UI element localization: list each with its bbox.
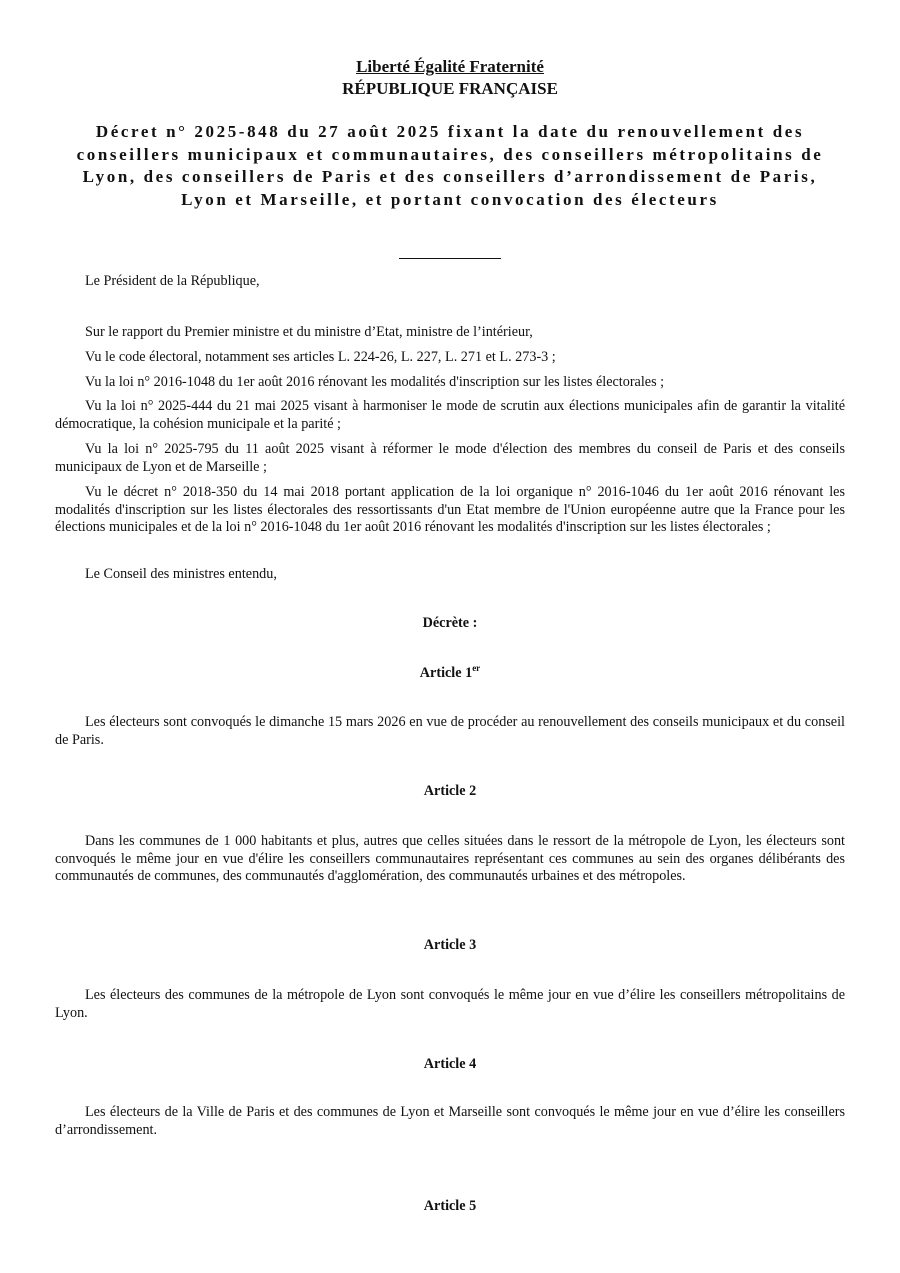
visa-paragraph: Vu la loi n° 2016-1048 du 1er août 2016 rénovant les modalités d'inscription sur les listes électorales ;: [85, 374, 665, 390]
visa-paragraph: Vu le décret n° 2018-350 du 14 mai 2018 portant application de la loi organique n° 2016-1046 du 1er août 2016 rénovant les modalités d'inscription sur les listes électorales des ressortissants d'un Etat membre de l'Union européenne autre que la France pour les élections municipales et de la loi n° 2016-1048 du 1er août 2016 rénovant les modalités d'inscription sur les listes électorales ;: [55, 484, 845, 536]
article-heading-text: Article 1: [419, 665, 473, 681]
visa-paragraph: Vu la loi n° 2025-444 du 21 mai 2025 visant à harmoniser le mode de scrutin aux élections municipales afin de garantir la vitalité démocratique, la cohésion municipale et la parité ;: [55, 398, 845, 432]
preamble-president: Le Président de la République,: [85, 273, 260, 289]
decrete-heading: Décrète :: [422, 615, 478, 631]
republic-motto: Liberté Égalité Fraternité: [356, 57, 544, 76]
article-text: Les électeurs de la Ville de Paris et des communes de Lyon et Marseille sont convoqués le même jour en vue d’élire les conseillers d’arrondissement.: [55, 1104, 845, 1138]
article-heading: Article 3: [423, 937, 477, 953]
title-separator: [399, 258, 501, 259]
article-text: Dans les communes de 1 000 habitants et plus, autres que celles situées dans le ressort de la métropole de Lyon, les électeurs sont convoqués le même jour en vue d'élire les conseillers communautaires représentant ces communes au sein des organes délibérants des communautés de communes, des communautés d'agglomération, des communautés urbaines et des métropoles.: [55, 833, 845, 885]
visa-paragraph: Le Conseil des ministres entendu,: [85, 566, 277, 582]
article-heading: Article 5: [423, 1198, 477, 1214]
visa-paragraph: Sur le rapport du Premier ministre et du ministre d’Etat, ministre de l’intérieur,: [85, 324, 533, 340]
article-heading: [0, 664, 900, 682]
visa-paragraph: Vu le code électoral, notamment ses articles L. 224-26, L. 227, L. 271 et L. 273-3 ;: [85, 349, 556, 365]
article-text: Les électeurs des communes de la métropole de Lyon sont convoqués le même jour en vue d’élire les conseillers métropolitains de Lyon.: [55, 987, 845, 1021]
article-heading-superscript: er: [472, 663, 481, 673]
article-heading: Article 2: [423, 783, 477, 799]
article-heading: Article 4: [423, 1056, 477, 1072]
decree-title: Décret n° 2025-848 du 27 août 2025 fixant la date du renouvellement des conseillers municipaux et communautaires, des conseillers métropolitains de Lyon, des conseillers de Paris et des conseillers d’arrondissement de Paris, Lyon et Marseille, et portant convocation des électeurs: [76, 122, 824, 209]
visa-paragraph: Vu la loi n° 2025-795 du 11 août 2025 visant à réformer le mode d'élection des membres du conseil de Paris et des conseils municipaux de Lyon et de Marseille ;: [55, 441, 845, 475]
republic-name: RÉPUBLIQUE FRANÇAISE: [342, 79, 558, 98]
article-text: Les électeurs sont convoqués le dimanche 15 mars 2026 en vue de procéder au renouvellement des conseils municipaux et du conseil de Paris.: [55, 714, 845, 748]
